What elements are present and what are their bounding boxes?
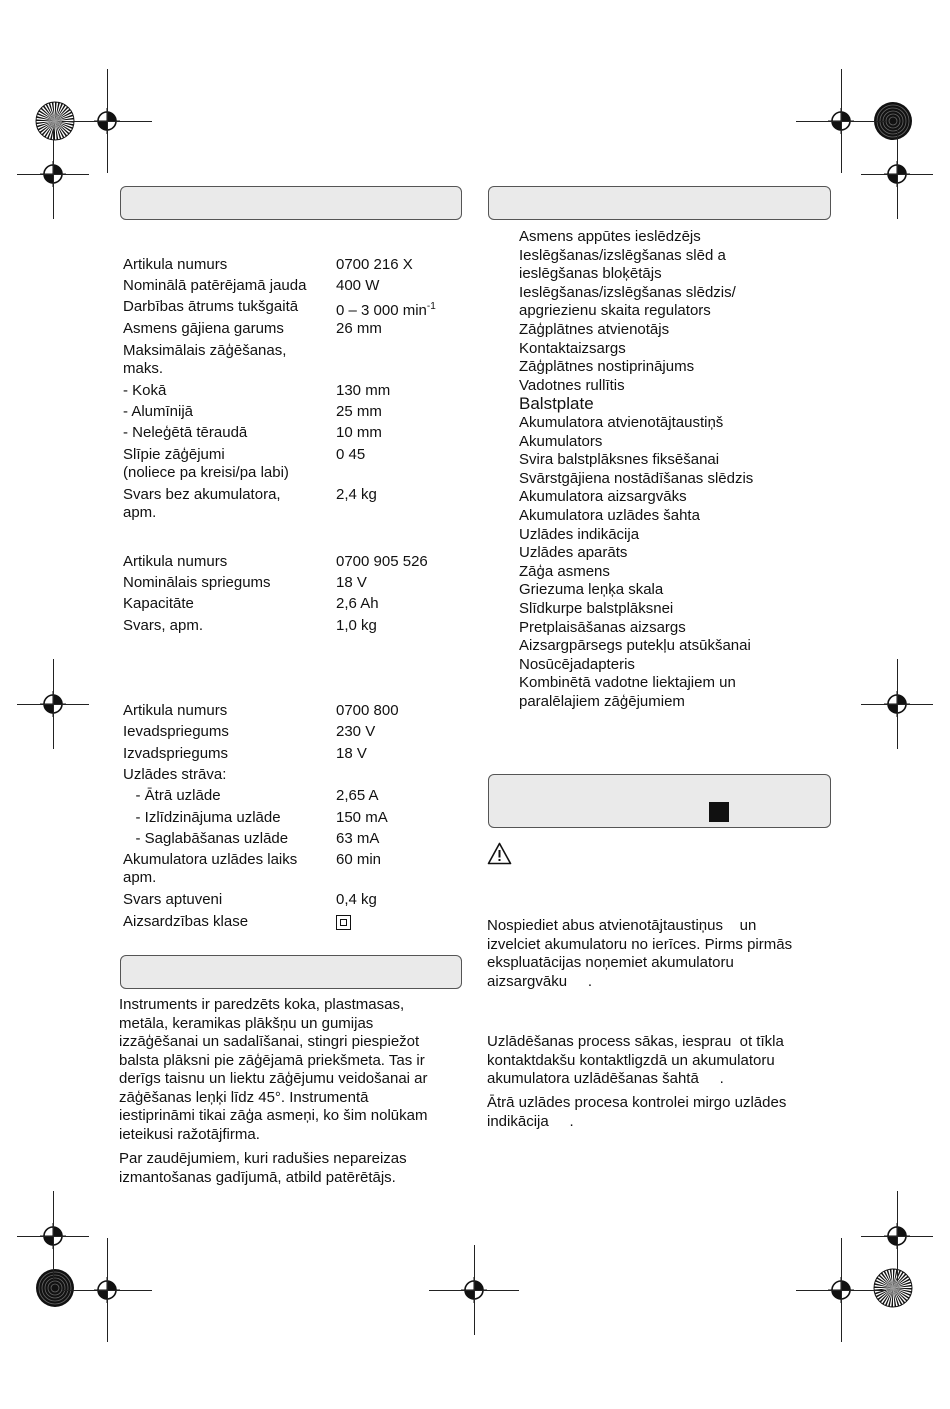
crop-line (53, 129, 54, 219)
spec-value: 0700 905 526 (336, 553, 428, 570)
spec-value: 60 min (336, 851, 382, 868)
spec-label: Nominālā patērējamā jauda (123, 277, 307, 294)
crop-line (897, 129, 898, 219)
spec-label: Svars aptuveni (123, 891, 223, 908)
parts-list-item: Kombinētā vadotne liektajiem un (519, 674, 736, 692)
parts-list-item: Kontaktaizsargs (519, 339, 626, 357)
text-line: izmantošanas gadījumā, atbild patērētājs. (119, 1168, 396, 1186)
spec-value: 25 mm (336, 403, 382, 420)
spec-label: - Ātrā uzlāde (123, 787, 221, 804)
parts-list-item: Griezuma leņķa skala (519, 581, 664, 599)
spec-value: 26 mm (336, 320, 382, 337)
text-line: zāģēšanas leņķi līdz 45°. Instrumentā (119, 1088, 369, 1106)
parts-list-item: Ieslēgšanas/izslēgšanas slēdzis/ (519, 283, 736, 301)
parts-list-item: Svira balstplāksnes fiksēšanai (519, 451, 720, 469)
crop-line (107, 1238, 108, 1342)
spec-label: - Kokā (123, 382, 167, 399)
crop-line (53, 659, 54, 749)
warning-triangle-icon (487, 842, 512, 865)
spec-label: Svars bez akumulatora, apm. (123, 486, 281, 521)
crop-line (474, 1245, 475, 1335)
spec-value: 0 – 3 000 $\min^{-1}$ (336, 301, 436, 319)
spec-label: Kapacitāte (123, 595, 194, 612)
crop-line (53, 1191, 54, 1281)
spec-label: - Neleģētā tēraudā (123, 424, 248, 441)
parts-list-item: Vadotnes rullītis (519, 376, 625, 394)
spec-label: Izvadspriegums (123, 745, 229, 762)
parts-list-item: Zāģa asmens (519, 562, 610, 580)
parts-list-item: Uzlādes aparāts (519, 544, 628, 562)
text-line: iestiprināmi tikai zāģa asmeņi, ko šim nolūkam (119, 1107, 428, 1124)
spec-value: 1,0 kg (336, 617, 377, 634)
text-line: Ātrā uzlādes procesa kontrolei mirgo uzlādes (487, 1094, 787, 1111)
parts-list-item: Svārstgājiena nostādīšanas slēdzis (519, 469, 754, 487)
spec-value: 2,6 Ah (336, 595, 379, 612)
spec-value: 400 W (336, 277, 380, 294)
crop-line (897, 659, 898, 749)
spec-label: Nominālais spriegums (123, 574, 271, 591)
text-line: izvelciet akumulatoru no ierīces. Pirms pirmās (487, 935, 793, 953)
parts-list-item: Akumulators (519, 432, 603, 450)
spec-value: 130 mm (336, 382, 391, 399)
spec-label: Svars, apm. (123, 617, 204, 634)
spec-label: Uzlādes strāva: (123, 766, 227, 783)
spec-value: 0700 800 (336, 702, 399, 719)
spec-label: Artikula numurs (123, 702, 228, 719)
spec-value: 0,4 kg (336, 891, 377, 908)
parts-list-item: Zāģplātnes atvienotājs (519, 321, 670, 338)
protection-class-ii-icon (336, 915, 351, 930)
spec-value: 2,4 kg (336, 486, 377, 503)
text-line: balsta plāksni pie zāģējamā priekšmeta. Tas ir (119, 1051, 425, 1069)
text-line: akumulatora uzlādēšanas šahtā . (487, 1070, 724, 1087)
spec-value: 0 45 (336, 446, 366, 463)
spec-value: 230 V (336, 723, 376, 740)
black-square-marker (709, 802, 729, 822)
crop-line (107, 69, 108, 173)
parts-list-item: Slīdkurpe balstplāksnei (519, 600, 674, 617)
intended-use-paragraph (119, 996, 428, 1144)
text-line: derīgs taisnu un liektu zāģējumu veidošanai ar (119, 1070, 428, 1087)
spec-label: Asmens gājiena garums (123, 320, 284, 337)
text-line: metāla, keramikas plākšņu un gumijas (119, 1014, 374, 1032)
parts-list-item: Balstplate (519, 394, 594, 414)
spec-value: 2,65 A (336, 787, 379, 804)
parts-list-item: Akumulatora atvienotājtaustiņš (519, 414, 724, 431)
section-header-intended-use (120, 955, 462, 989)
text-line: ekspluatācijas noņemiet akumulatoru (487, 954, 734, 971)
parts-list-item: Nosūcējadapteris (519, 655, 635, 673)
charge-indicator-text (487, 1094, 786, 1131)
spec-value (336, 913, 351, 933)
spec-value: 150 mA (336, 809, 388, 826)
spec-value: 0700 216 X (336, 256, 413, 273)
text-line: Nospiediet abus atvienotājtaustiņus un (487, 917, 757, 934)
text-line: kontaktdakšu kontaktligzdā un akumulatoru (487, 1051, 775, 1069)
spec-value: 18 V (336, 574, 367, 591)
registration-starburst-icon (873, 1268, 913, 1308)
section-header-parts (488, 186, 831, 220)
parts-list-item: Akumulatora uzlādes šahta (519, 507, 700, 524)
registration-starburst-icon (35, 1268, 75, 1308)
spec-label: Aizsardzības klase (123, 913, 249, 930)
spec-label: Artikula numurs (123, 256, 228, 273)
spec-label: - Saglabāšanas uzlāde (123, 830, 289, 847)
crop-line (841, 69, 842, 173)
spec-value: 18 V (336, 745, 367, 762)
spec-label: Maksimālais zāģēšanas, maks. (123, 342, 287, 377)
section-header-operation (488, 774, 831, 828)
text-line: indikācija . (487, 1112, 574, 1130)
parts-list-item: Zāģplātnes nostiprinājums (519, 358, 695, 376)
parts-list-item: apgriezienu skaita regulators (519, 302, 711, 320)
spec-value: 63 mA (336, 830, 380, 847)
parts-list-item: Ieslēgšanas/izslēgšanas slēd a (519, 246, 726, 264)
crop-line (841, 1238, 842, 1342)
text-line: aizsargvāku . (487, 972, 593, 990)
section-header-specs (120, 186, 462, 220)
parts-list-item: Aizsargpārsegs putekļu atsūkšanai (519, 637, 751, 655)
spec-value: 10 mm (336, 424, 382, 441)
text-line: ieteikusi ražotājfirma. (119, 1125, 260, 1143)
text-line: Uzlādēšanas process sākas, iesprau ot tīkla (487, 1033, 784, 1050)
parts-list-item: Asmens appūtes ieslēdzējs (519, 228, 701, 245)
text-line: Par zaudējumiem, kuri radušies nepareizas (119, 1150, 407, 1167)
intended-use-paragraph (119, 1150, 407, 1187)
text-line: izzāģēšanai un sadalīšanai, stingri piespiežot (119, 1033, 420, 1050)
parts-list-item: Pretplaisāšanas aizsargs (519, 618, 686, 636)
parts-list-item: Uzlādes indikācija (519, 525, 640, 543)
crop-line (897, 1191, 898, 1281)
parts-list-item: paralēlajiem zāģējumiem (519, 693, 685, 710)
text-line: Instruments ir paredzēts koka, plastmasas, (119, 996, 405, 1013)
spec-label: Darbības ātrums tukšgaitā (123, 298, 299, 315)
spec-label: Akumulatora uzlādes laiks apm. (123, 851, 298, 886)
charging-text (487, 1033, 784, 1089)
spec-label: Artikula numurs (123, 553, 228, 570)
parts-list-item: ieslēgšanas bloķētājs (519, 265, 662, 283)
battery-removal-text (487, 917, 792, 991)
spec-label: - Alumīnijā (123, 403, 194, 420)
spec-label: Slīpie zāģējumi (noliece pa kreisi/pa labi) (123, 446, 289, 481)
parts-list-item: Akumulatora aizsargvāks (519, 488, 687, 506)
spec-label: Ievadspriegums (123, 723, 229, 740)
spec-label: - Izlīdzinājuma uzlāde (123, 809, 281, 826)
